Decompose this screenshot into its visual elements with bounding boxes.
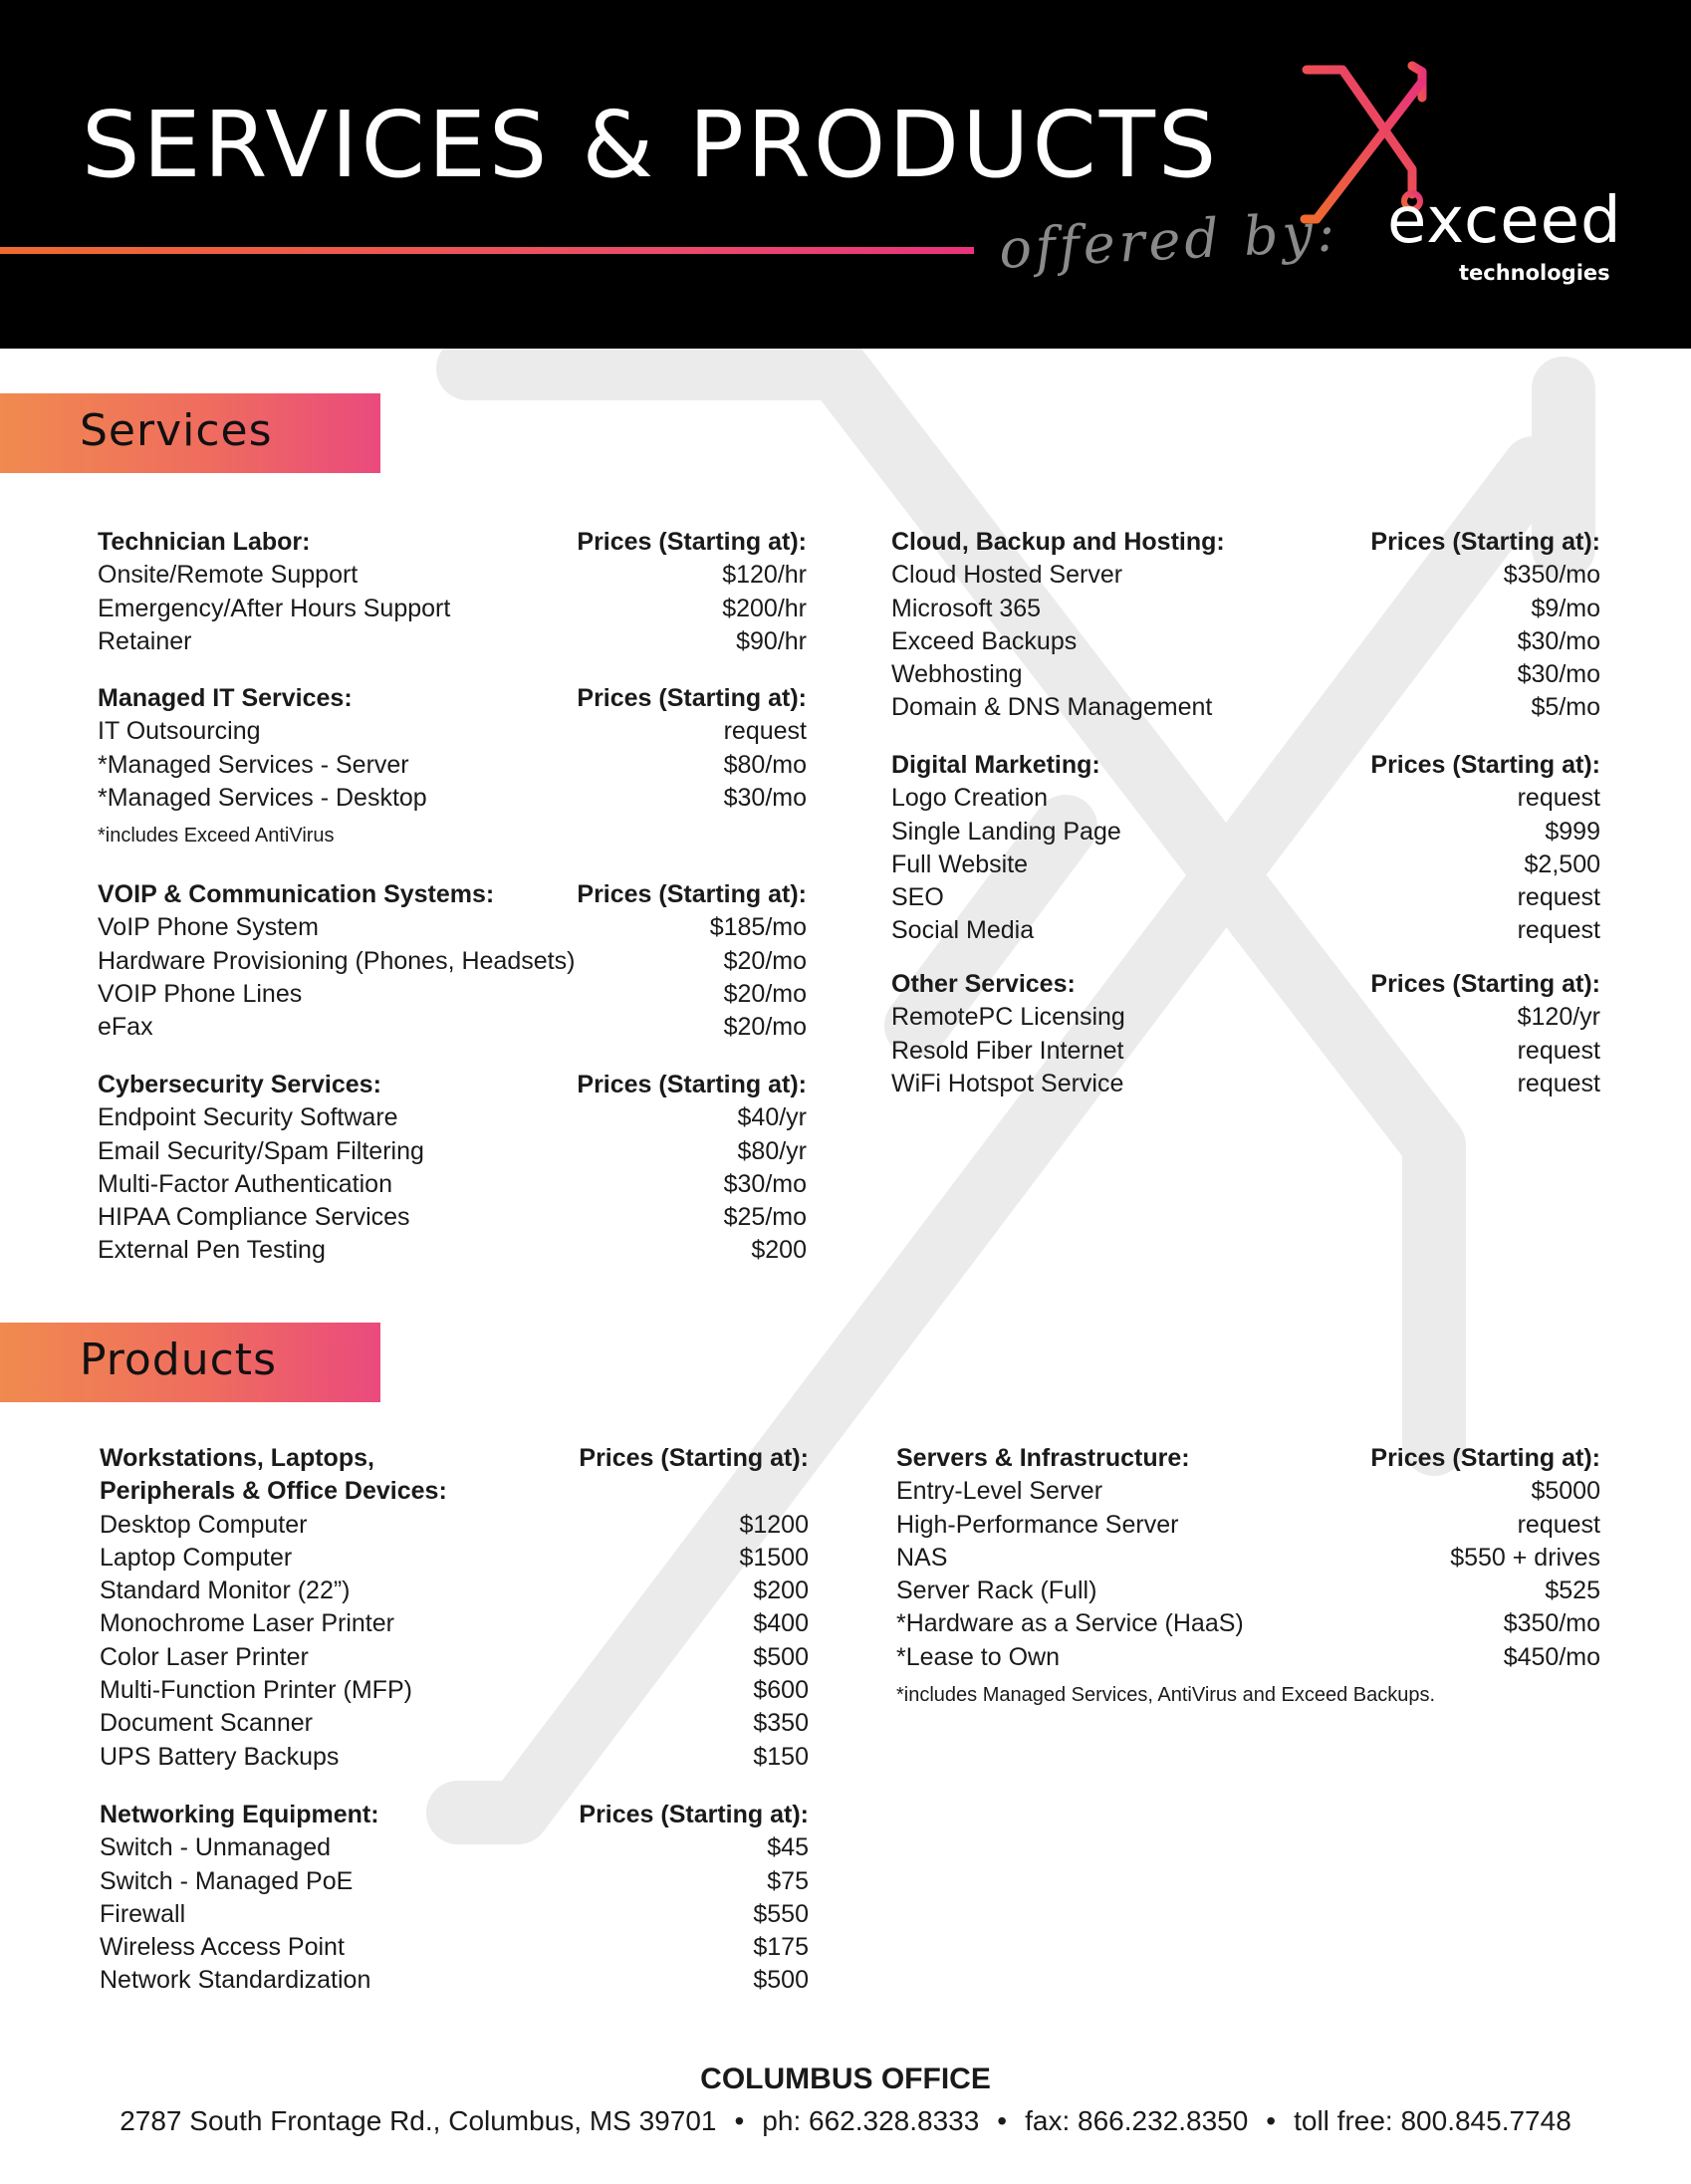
- list-item: Color Laser Printer $500: [100, 1642, 809, 1671]
- price-header: Prices (Starting at):: [579, 1444, 809, 1472]
- list-item: IT Outsourcing request: [98, 717, 807, 746]
- list-item: UPS Battery Backups $150: [100, 1742, 809, 1771]
- list-item: Firewall $550: [100, 1899, 809, 1928]
- list-item: Cloud Hosted Server $350/mo: [891, 561, 1600, 590]
- list-item: Full Website $2,500: [891, 849, 1600, 878]
- list-item: HIPAA Compliance Services $25/mo: [98, 1203, 807, 1232]
- group-title: Servers & Infrastructure:: [896, 1444, 1190, 1472]
- office-contact-line: [0, 2105, 1691, 2137]
- list-item: Monochrome Laser Printer $400: [100, 1609, 809, 1638]
- header-accent-line: [0, 247, 974, 254]
- price-header: Prices (Starting at):: [1370, 528, 1600, 556]
- price-header: Prices (Starting at):: [1370, 1444, 1600, 1472]
- list-item: Emergency/After Hours Support $200/hr: [98, 594, 807, 622]
- list-item: NAS $550 + drives: [896, 1543, 1600, 1572]
- list-item: Multi-Factor Authentication $30/mo: [98, 1169, 807, 1198]
- group-title: Cloud, Backup and Hosting:: [891, 528, 1225, 556]
- list-item: Switch - Managed PoE $75: [100, 1866, 809, 1895]
- list-item: High-Performance Server request: [896, 1510, 1600, 1539]
- list-item: Single Landing Page $999: [891, 817, 1600, 846]
- list-item: Domain & DNS Management $5/mo: [891, 693, 1600, 722]
- list-item: RemotePC Licensing $120/yr: [891, 1003, 1600, 1032]
- service-group-cloud: [891, 526, 1600, 725]
- list-item: *Managed Services - Server $80/mo: [98, 750, 807, 779]
- office-address: 2787 South Frontage Rd., Columbus, MS 39701: [120, 2105, 717, 2136]
- separator-dot: •: [997, 2105, 1008, 2136]
- list-item: *Managed Services - Desktop $30/mo: [98, 783, 807, 812]
- logo-wordmark: exceed: [1387, 184, 1622, 258]
- list-item: Document Scanner $350: [100, 1709, 809, 1738]
- list-item: Resold Fiber Internet request: [891, 1036, 1600, 1065]
- list-item: Multi-Function Printer (MFP) $600: [100, 1676, 809, 1705]
- offered-by-text: offered by:: [997, 200, 1340, 281]
- list-item: eFax $20/mo: [98, 1013, 807, 1042]
- list-item: Microsoft 365 $9/mo: [891, 594, 1600, 622]
- list-item: Email Security/Spam Filtering $80/yr: [98, 1136, 807, 1165]
- office-phone: ph: 662.328.8333: [762, 2105, 980, 2136]
- header-banner: [0, 0, 1691, 349]
- service-group-digital-marketing: [891, 749, 1600, 948]
- price-header: Prices (Starting at):: [577, 1071, 807, 1098]
- group-title: Managed IT Services:: [98, 684, 353, 712]
- service-group-other: [891, 968, 1600, 1100]
- list-item: External Pen Testing $200: [98, 1236, 807, 1265]
- list-item: SEO request: [891, 883, 1600, 912]
- list-item: Endpoint Security Software $40/yr: [98, 1103, 807, 1132]
- services-section-label: Services: [80, 405, 273, 456]
- list-item: Retainer $90/hr: [98, 626, 807, 655]
- price-header: Prices (Starting at):: [579, 1801, 809, 1828]
- list-item: Standard Monitor (22”) $200: [100, 1577, 809, 1605]
- list-item: Hardware Provisioning (Phones, Headsets) $20/mo: [98, 946, 807, 975]
- list-item: Switch - Unmanaged $45: [100, 1833, 809, 1862]
- list-item: Onsite/Remote Support $120/hr: [98, 561, 807, 590]
- price-header: Prices (Starting at):: [1370, 751, 1600, 779]
- service-group-cybersecurity: [98, 1069, 807, 1268]
- footnote: *includes Exceed AntiVirus: [98, 825, 335, 848]
- group-title: VOIP & Communication Systems:: [98, 880, 495, 908]
- list-item: VoIP Phone System $185/mo: [98, 913, 807, 942]
- product-group-networking: [100, 1799, 809, 1998]
- list-item: *Lease to Own $450/mo: [896, 1642, 1600, 1671]
- group-title: Digital Marketing:: [891, 751, 1100, 779]
- price-header: Prices (Starting at):: [577, 880, 807, 908]
- group-title: Workstations, Laptops,: [100, 1444, 374, 1472]
- list-item: Wireless Access Point $175: [100, 1933, 809, 1962]
- list-item: Webhosting $30/mo: [891, 660, 1600, 689]
- product-group-servers: [896, 1442, 1600, 1708]
- office-title: COLUMBUS OFFICE: [700, 2063, 991, 2095]
- service-group-voip: [98, 878, 807, 1044]
- group-title-line-2: Peripherals & Office Devices:: [100, 1477, 447, 1506]
- list-item: VOIP Phone Lines $20/mo: [98, 979, 807, 1008]
- list-item: Social Media request: [891, 916, 1600, 945]
- list-item: Desktop Computer $1200: [100, 1510, 809, 1539]
- footnote: *includes Managed Services, AntiVirus and Exceed Backups.: [896, 1684, 1436, 1707]
- list-item: Entry-Level Server $5000: [896, 1477, 1600, 1506]
- separator-dot: •: [734, 2105, 745, 2136]
- product-group-workstations: [100, 1442, 809, 1774]
- service-group-technician-labor: [98, 526, 807, 658]
- list-item: Laptop Computer $1500: [100, 1543, 809, 1572]
- group-title: Other Services:: [891, 970, 1076, 998]
- price-header: Prices (Starting at):: [1370, 970, 1600, 998]
- products-section-tab: [0, 1323, 380, 1402]
- page-title: SERVICES & PRODUCTS: [82, 92, 1220, 198]
- separator-dot: •: [1266, 2105, 1277, 2136]
- logo-subtitle: technologies: [1459, 261, 1610, 285]
- list-item: Logo Creation request: [891, 784, 1600, 813]
- group-title: Networking Equipment:: [100, 1801, 379, 1828]
- service-group-managed-it: [98, 682, 807, 849]
- group-title: Technician Labor:: [98, 528, 311, 556]
- price-header: Prices (Starting at):: [577, 528, 807, 556]
- office-toll-free: toll free: 800.845.7748: [1294, 2105, 1571, 2136]
- list-item: WiFi Hotspot Service request: [891, 1069, 1600, 1097]
- products-section-label: Products: [80, 1335, 277, 1385]
- list-item: *Hardware as a Service (HaaS) $350/mo: [896, 1609, 1600, 1638]
- list-item: Exceed Backups $30/mo: [891, 626, 1600, 655]
- group-title: Cybersecurity Services:: [98, 1071, 381, 1098]
- list-item: Server Rack (Full) $525: [896, 1577, 1600, 1605]
- office-fax: fax: 866.232.8350: [1025, 2105, 1249, 2136]
- price-header: Prices (Starting at):: [577, 684, 807, 712]
- services-section-tab: [0, 393, 380, 473]
- list-item: Network Standardization $500: [100, 1966, 809, 1995]
